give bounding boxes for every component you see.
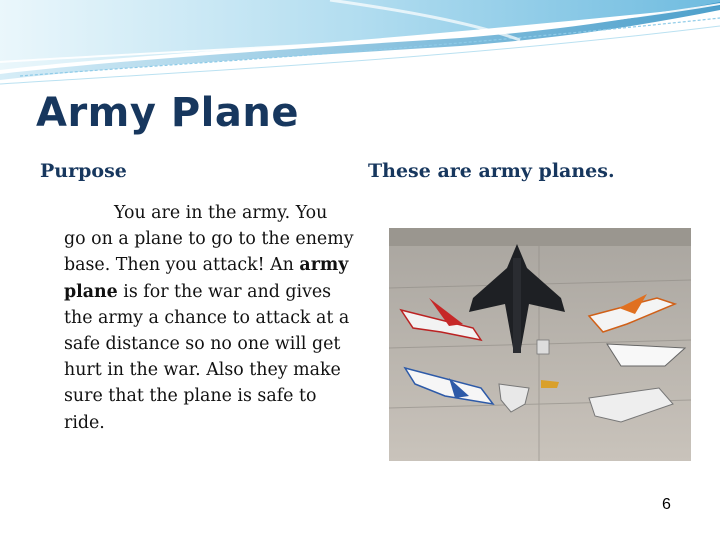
army-planes-photo xyxy=(389,228,691,461)
body-text-part2: is for the war and gives the army a chance to attack at a safe distance so no one will get hurt in the war. Also they make sure that the plane is safe to ride. xyxy=(64,281,350,433)
purpose-heading: Purpose xyxy=(40,160,127,182)
slide-title: Army Plane xyxy=(36,90,299,136)
header-swoosh-decoration xyxy=(0,0,720,90)
page-number: 6 xyxy=(662,496,671,513)
body-text-part1: You are in the army. You go on a plane to go to the enemy base. Then you attack! An xyxy=(64,203,354,276)
planes-heading: These are army planes. xyxy=(368,160,615,182)
body-text-bold-term: army plane xyxy=(64,255,349,302)
purpose-body-text xyxy=(64,200,354,436)
